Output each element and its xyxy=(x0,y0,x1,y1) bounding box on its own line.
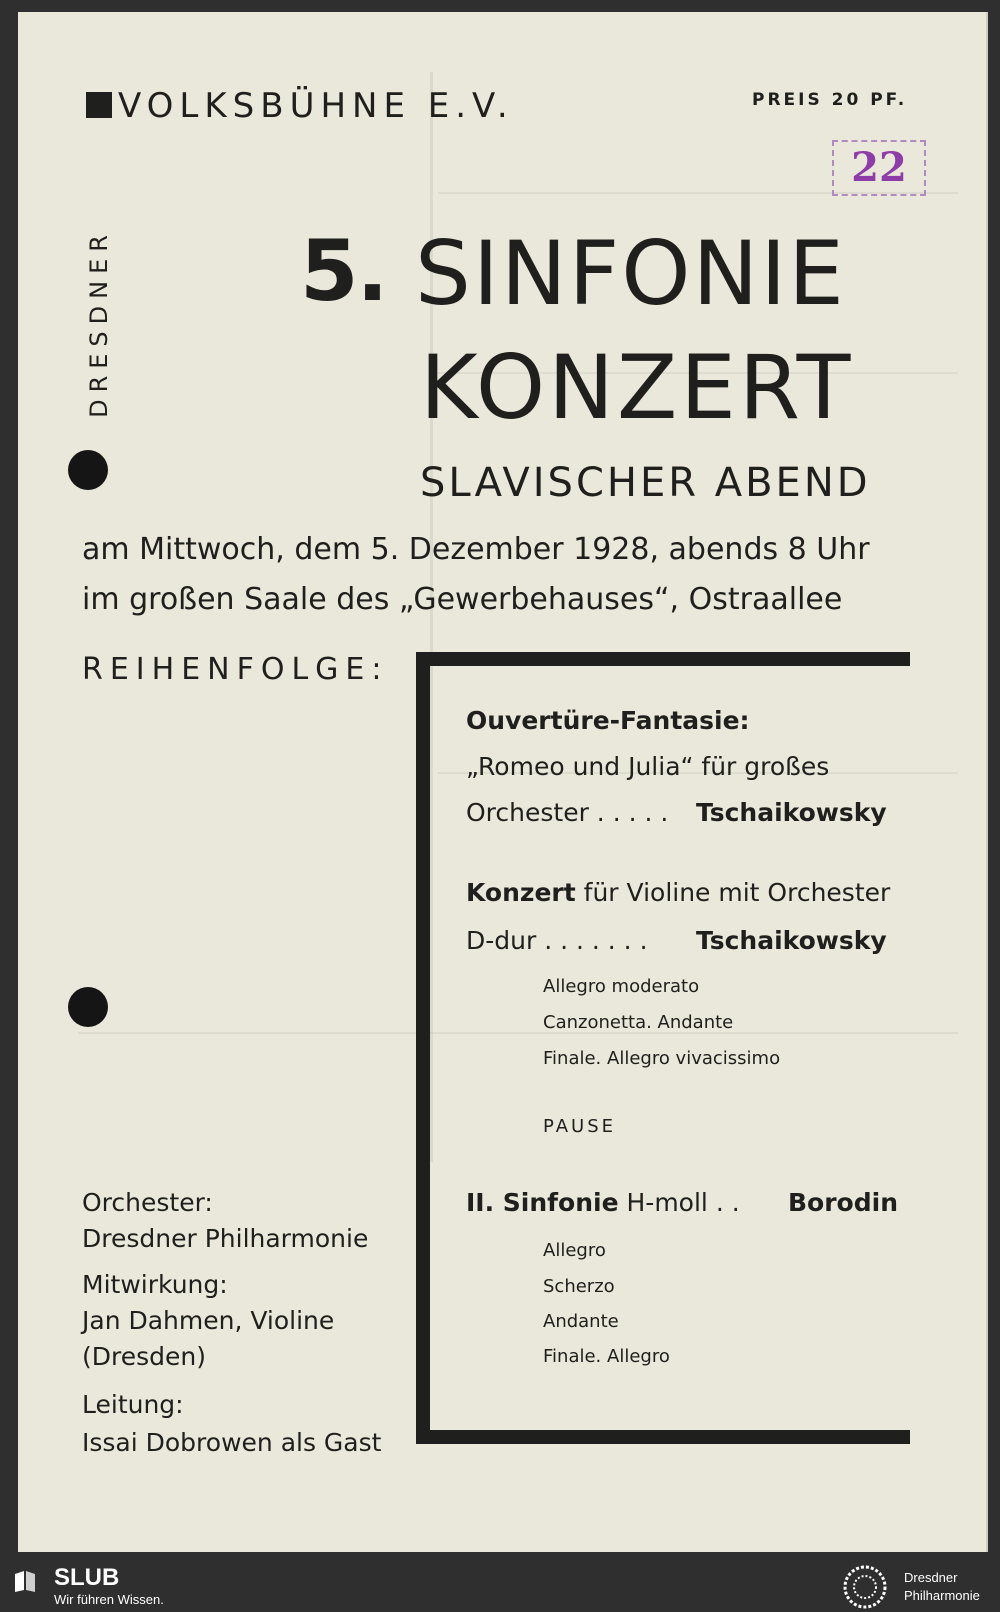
soloist-origin: (Dresden) xyxy=(82,1342,206,1371)
org-name: VOLKSBÜHNE E.V. xyxy=(118,86,514,126)
item2-key: D-dur . . . . . . . xyxy=(466,926,648,955)
slub-book-icon xyxy=(12,1568,38,1594)
partner-name-line2[interactable]: Philharmonie xyxy=(904,1588,980,1603)
movement: Finale. Allegro xyxy=(543,1346,670,1367)
bleed-through-line xyxy=(78,1032,958,1034)
item1-title: Ouvertüre-Fantasie: xyxy=(466,706,750,735)
movement: Finale. Allegro vivacissimo xyxy=(543,1048,781,1069)
conductor-label: Leitung: xyxy=(82,1390,184,1419)
program-heading: REIHENFOLGE: xyxy=(82,652,389,687)
event-venue: im großen Saale des „Gewerbehauses“, Ostraallee xyxy=(82,582,843,617)
slub-tagline: Wir führen Wissen. xyxy=(54,1592,164,1607)
event-date: am Mittwoch, dem 5. Dezember 1928, abends 8 Uhr xyxy=(82,532,870,567)
logo-square xyxy=(86,92,112,118)
vertical-org-label xyxy=(82,88,116,418)
movement: Allegro moderato xyxy=(543,976,700,997)
punch-hole xyxy=(68,450,108,490)
movement: Canzonetta. Andante xyxy=(543,1012,734,1033)
movement: Allegro xyxy=(543,1240,606,1261)
item2-title-bold: Konzert xyxy=(466,878,576,907)
item3-title-rest: H-moll . . xyxy=(618,1188,740,1217)
item1-orchestra: Orchester . . . . . xyxy=(466,798,669,827)
item3-title-bold: II. Sinfonie xyxy=(466,1188,619,1217)
partner-name-line1[interactable]: Dresdner xyxy=(904,1570,958,1585)
number-stamp: 22 xyxy=(832,140,926,196)
pause: PAUSE xyxy=(543,1116,616,1137)
soloist-name: Jan Dahmen, Violine xyxy=(82,1306,335,1335)
title-sinfonie: SINFONIE xyxy=(415,222,846,325)
subtitle: SLAVISCHER ABEND xyxy=(420,460,871,506)
slub-logo-text[interactable]: SLUB xyxy=(54,1564,120,1591)
viewer-footer xyxy=(0,1560,1000,1612)
price: PREIS 20 PF. xyxy=(752,90,908,110)
orchestra-label: Orchester: xyxy=(82,1188,213,1217)
punch-hole xyxy=(68,987,108,1027)
item1-composer: Tschaikowsky xyxy=(696,798,887,827)
item2-title-rest: für Violine mit Orchester xyxy=(575,878,891,907)
philharmonie-logo-icon xyxy=(842,1564,888,1610)
frame-bottom xyxy=(416,1430,910,1444)
concert-number: 5. xyxy=(300,222,387,320)
item3-composer: Borodin xyxy=(788,1188,898,1217)
item2-title xyxy=(466,878,890,907)
movement: Scherzo xyxy=(543,1276,615,1297)
title-konzert: KONZERT xyxy=(420,336,854,439)
movement: Andante xyxy=(543,1311,619,1332)
frame-top xyxy=(416,652,910,666)
item1-work: „Romeo und Julia“ für großes xyxy=(466,752,830,781)
orchestra-name: Dresdner Philharmonie xyxy=(82,1224,369,1253)
dresdner-text: DRESDNER xyxy=(85,228,113,418)
frame-left xyxy=(416,652,430,1444)
soloist-label: Mitwirkung: xyxy=(82,1270,228,1299)
item3-title xyxy=(466,1188,740,1217)
item2-composer: Tschaikowsky xyxy=(696,926,887,955)
conductor-name: Issai Dobrowen als Gast xyxy=(82,1428,382,1457)
